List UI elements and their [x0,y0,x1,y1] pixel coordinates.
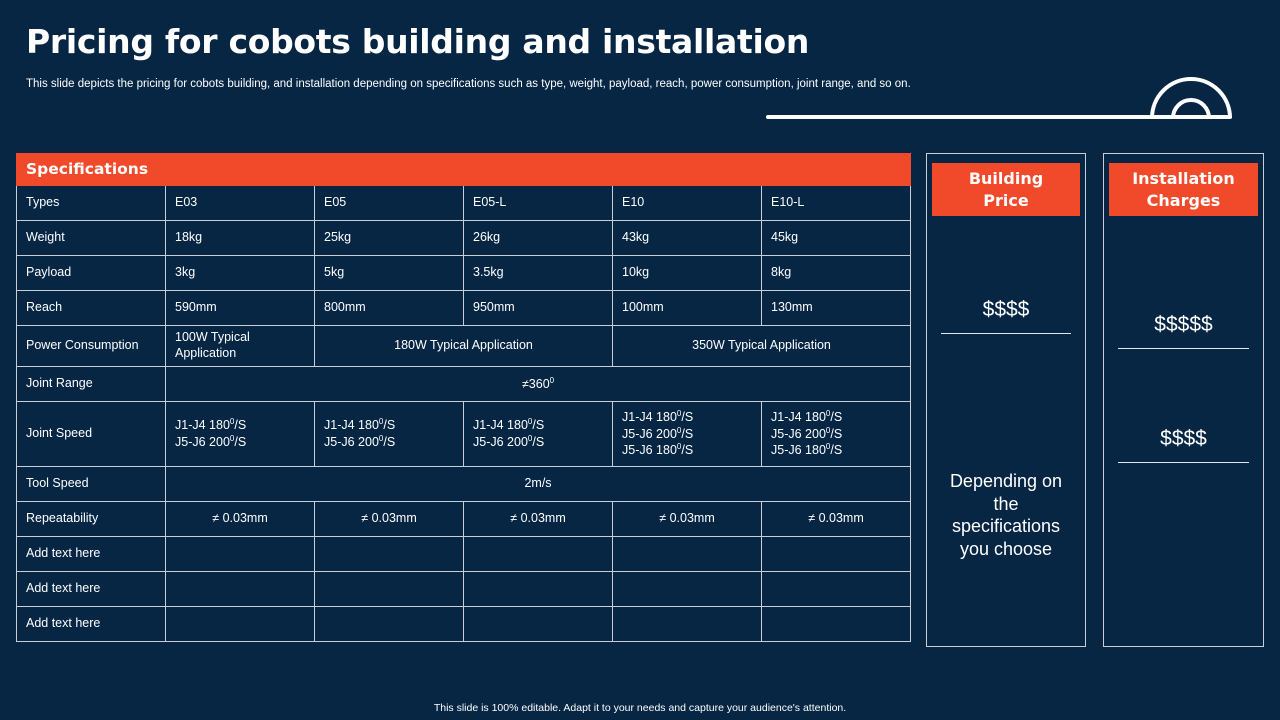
table-cell: E10 [613,186,762,221]
table-cell [613,572,762,607]
row-label: Add text here [17,607,166,642]
row-label: Payload [17,256,166,291]
table-cell: E05-L [464,186,613,221]
table-cell: 590mm [166,291,315,326]
table-row-add-text [17,572,911,607]
table-row-repeatability [17,502,911,537]
divider [941,333,1071,334]
row-label: Add text here [17,537,166,572]
table-cell [613,402,762,467]
table-cell: 3kg [166,256,315,291]
table-row-payload [17,256,911,291]
table-cell: 100W Typical Application [166,326,315,367]
row-label: Types [17,186,166,221]
table-cell [166,572,315,607]
speed-line: J5-J6 $180^0/S$ [622,442,694,458]
table-header-row [17,154,911,186]
table-cell: 2m/s [166,467,911,502]
row-label: Repeatability [17,502,166,537]
row-label: Joint Speed [17,402,166,467]
table-cell: 100mm [613,291,762,326]
degree-sup: 0 [549,375,555,385]
speed-line: J1-J4 $180^0/S$ [175,417,247,433]
table-row-weight [17,221,911,256]
installation-price-value-2: $$$$ [1160,427,1207,450]
table-cell [464,537,613,572]
table-cell [166,367,911,402]
installation-price-value-1: $$$$$ [1154,313,1213,336]
table-row-add-text [17,607,911,642]
page-title: Pricing for cobots building and installation [26,22,810,61]
table-cell [166,607,315,642]
table-cell [464,572,613,607]
table-cell: 8kg [762,256,911,291]
table-cell [613,607,762,642]
table-cell: ≠ 0.03mm [762,502,911,537]
table-row-add-text [17,537,911,572]
speed-line: J5-J6 $200^0/S$ [175,434,247,450]
specifications-header: Specifications [17,154,911,186]
row-label: Power Consumption [17,326,166,367]
table-cell: 10kg [613,256,762,291]
table-row-tool-speed [17,467,911,502]
speed-line: J5-J6 $200^0/S$ [473,434,545,450]
arc-decoration-icon [1148,74,1234,120]
speed-line: J1-J4 $180^0/S$ [771,408,843,424]
table-cell [166,402,315,467]
building-price-value: $$$$ [982,298,1030,321]
table-row-reach [17,291,911,326]
table-cell: E03 [166,186,315,221]
table-cell: 43kg [613,221,762,256]
table-cell: ≠ 0.03mm [464,502,613,537]
table-cell [762,607,911,642]
table-cell: E10-L [762,186,911,221]
row-label: Weight [17,221,166,256]
installation-charges-panel [1103,153,1264,647]
building-price-title: Building Price [932,163,1080,216]
table-cell: 130mm [762,291,911,326]
table-cell [464,402,613,467]
footer-note: This slide is 100% editable. Adapt it to your needs and capture your audience's attention. [433,702,847,714]
speed-line: J5-J6 $200^0/S$ [771,425,843,441]
table-cell [315,537,464,572]
table-cell [464,607,613,642]
table-cell [166,537,315,572]
table-cell [762,572,911,607]
speed-line: J1-J4 $180^0/S$ [473,417,545,433]
row-label: Add text here [17,572,166,607]
table-cell: ≠ 0.03mm [315,502,464,537]
table-cell: ≠ 0.03mm [613,502,762,537]
table-cell: 350W Typical Application [613,326,911,367]
table-cell [613,537,762,572]
row-label: Joint Range [17,367,166,402]
installation-charges-title: Installation Charges [1109,163,1258,216]
row-label: Tool Speed [17,467,166,502]
speed-line: J5-J6 $180^0/S$ [771,442,843,458]
table-cell: 180W Typical Application [315,326,613,367]
table-cell: 45kg [762,221,911,256]
joint-range-value: ≠360 [521,376,550,391]
table-cell [315,607,464,642]
table-cell: 26kg [464,221,613,256]
table-cell [762,402,911,467]
table-cell: E05 [315,186,464,221]
table-cell: 3.5kg [464,256,613,291]
specifications-table [16,153,911,642]
table-cell: 25kg [315,221,464,256]
speed-line: J5-J6 $200^0/S$ [324,434,396,450]
table-cell: 950mm [464,291,613,326]
table-row-types [17,186,911,221]
table-row-power [17,326,911,367]
table-cell: ≠ 0.03mm [166,502,315,537]
table-cell: 5kg [315,256,464,291]
building-price-panel [926,153,1086,647]
table-cell: 800mm [315,291,464,326]
speed-line: J1-J4 $180^0/S$ [622,408,694,424]
row-label: Reach [17,291,166,326]
speed-line: J1-J4 $180^0/S$ [324,417,396,433]
table-row-joint-speed [17,402,911,467]
decorative-line [766,115,1232,119]
table-cell [762,537,911,572]
divider [1118,348,1249,349]
building-price-note: Depending on the specifications you choose [949,471,1063,559]
table-cell [315,572,464,607]
divider [1118,462,1249,463]
page-subtitle: This slide depicts the pricing for cobots building, and installation depending on specifications such as type, weight, payload, reach, power consumption, joint range, and so on. [26,78,911,90]
table-cell: 18kg [166,221,315,256]
table-cell [315,402,464,467]
speed-line: J5-J6 $200^0/S$ [622,425,694,441]
table-row-joint-range [17,367,911,402]
